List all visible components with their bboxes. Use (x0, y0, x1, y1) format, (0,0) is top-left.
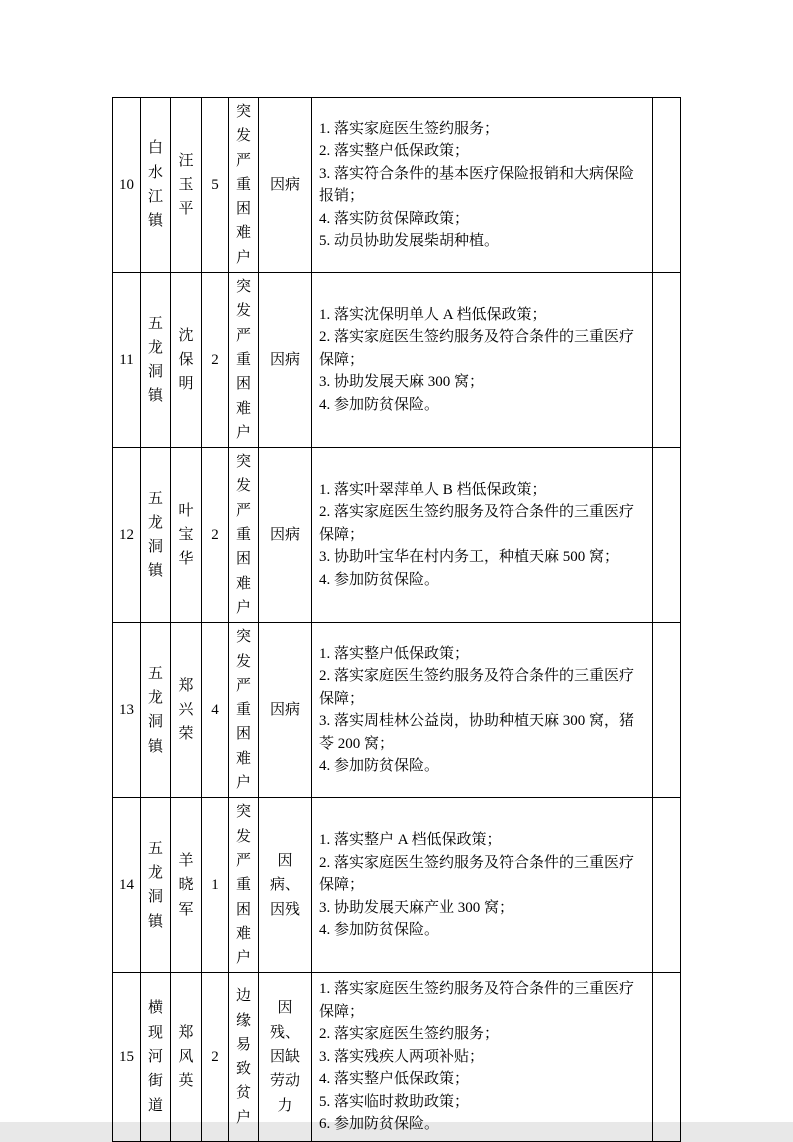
household-count-cell: 4 (202, 623, 229, 798)
measure-item: 4. 参加防贫保险。 (319, 571, 440, 588)
measure-item: 2. 落实家庭医生签约服务及符合条件的三重医疗保障； (319, 329, 635, 368)
measure-item: 2. 落实家庭医生签约服务及符合条件的三重医疗保障； (319, 504, 635, 543)
measure-item: 6. 参加防贫保险。 (319, 1116, 440, 1133)
person-name-cell: 叶宝华 (171, 448, 202, 623)
cause-cell: 因病、因残 (259, 798, 312, 973)
row-number-cell: 14 (113, 798, 141, 973)
measure-item: 3. 协助发展天麻 300 窝； (319, 374, 485, 391)
measure-item: 1. 落实叶翠萍单人 B 档低保政策； (319, 481, 547, 498)
measure-item: 2. 落实家庭医生签约服务及符合条件的三重医疗保障； (319, 668, 635, 707)
person-name-cell: 郑风英 (171, 973, 202, 1142)
category-cell: 突发严重困难户 (229, 273, 259, 448)
table-row (113, 98, 681, 273)
cause-cell: 因残、因缺劳动力 (259, 973, 312, 1142)
measure-item: 2. 落实家庭医生签约服务及符合条件的三重医疗保障； (319, 854, 635, 894)
category-cell: 边缘易致贫户 (229, 973, 259, 1142)
empty-cell (653, 623, 681, 798)
cause-cell: 因病 (259, 98, 312, 273)
measure-item: 2. 落实整户低保政策； (319, 143, 470, 160)
measure-item: 4. 落实防贫保障政策； (319, 210, 470, 227)
measure-item: 3. 落实周桂林公益岗，协助种植天麻 300 窝，猪苓 200 窝； (319, 713, 635, 752)
measures-cell (312, 798, 653, 973)
person-name-cell: 羊晓军 (171, 798, 202, 973)
measure-item: 4. 参加防贫保险。 (319, 758, 440, 775)
town-cell: 五龙洞镇 (141, 273, 171, 448)
measure-item: 1. 落实家庭医生签约服务； (319, 120, 500, 137)
measure-item: 5. 动员协助发展柴胡种植。 (319, 233, 500, 250)
measure-item: 4. 参加防贫保险。 (319, 396, 440, 413)
empty-cell (653, 798, 681, 973)
person-name-cell: 郑兴荣 (171, 623, 202, 798)
row-number-cell: 10 (113, 98, 141, 273)
town-cell: 白水江镇 (141, 98, 171, 273)
measures-cell (312, 623, 653, 798)
measure-item: 1. 落实沈保明单人 A 档低保政策； (319, 306, 547, 323)
household-count-cell: 5 (202, 98, 229, 273)
assistance-measures-table (112, 97, 681, 1142)
measure-item: 3. 落实残疾人两项补贴； (319, 1048, 485, 1065)
household-count-cell: 2 (202, 973, 229, 1142)
measures-cell (312, 448, 653, 623)
measure-item: 4. 落实整户低保政策； (319, 1071, 470, 1088)
measure-item: 2. 落实家庭医生签约服务； (319, 1026, 500, 1043)
person-name-cell: 沈保明 (171, 273, 202, 448)
person-name-cell: 汪玉平 (171, 98, 202, 273)
measures-cell (312, 273, 653, 448)
measure-item: 3. 落实符合条件的基本医疗保险报销和大病保险报销； (319, 165, 635, 205)
empty-cell (653, 273, 681, 448)
town-cell: 横现河街道 (141, 973, 171, 1142)
category-cell: 突发严重困难户 (229, 798, 259, 973)
empty-cell (653, 448, 681, 623)
table-row (113, 623, 681, 798)
measure-item: 4. 参加防贫保险。 (319, 922, 440, 939)
household-count-cell: 2 (202, 273, 229, 448)
table-row (113, 448, 681, 623)
table-body (113, 98, 681, 1142)
table-row (113, 798, 681, 973)
cause-cell: 因病 (259, 623, 312, 798)
measure-item: 1. 落实整户低保政策； (319, 645, 470, 662)
row-number-cell: 15 (113, 973, 141, 1142)
empty-cell (653, 98, 681, 273)
empty-cell (653, 973, 681, 1142)
measure-item: 3. 协助发展天麻产业 300 窝； (319, 899, 515, 916)
category-cell: 突发严重困难户 (229, 623, 259, 798)
row-number-cell: 12 (113, 448, 141, 623)
household-count-cell: 1 (202, 798, 229, 973)
measure-item: 5. 落实临时救助政策； (319, 1093, 470, 1110)
town-cell: 五龙洞镇 (141, 798, 171, 973)
town-cell: 五龙洞镇 (141, 623, 171, 798)
row-number-cell: 13 (113, 623, 141, 798)
row-number-cell: 11 (113, 273, 141, 448)
measures-cell (312, 98, 653, 273)
measure-item: 1. 落实家庭医生签约服务及符合条件的三重医疗保障； (319, 981, 635, 1020)
table-row (113, 973, 681, 1142)
cause-cell: 因病 (259, 448, 312, 623)
cause-cell: 因病 (259, 273, 312, 448)
table-row (113, 273, 681, 448)
category-cell: 突发严重困难户 (229, 98, 259, 273)
measure-item: 1. 落实整户 A 档低保政策； (319, 832, 502, 849)
town-cell: 五龙洞镇 (141, 448, 171, 623)
measure-item: 3. 协助叶宝华在村内务工，种植天麻 500 窝； (319, 549, 620, 566)
category-cell: 突发严重困难户 (229, 448, 259, 623)
measures-cell (312, 973, 653, 1142)
household-count-cell: 2 (202, 448, 229, 623)
